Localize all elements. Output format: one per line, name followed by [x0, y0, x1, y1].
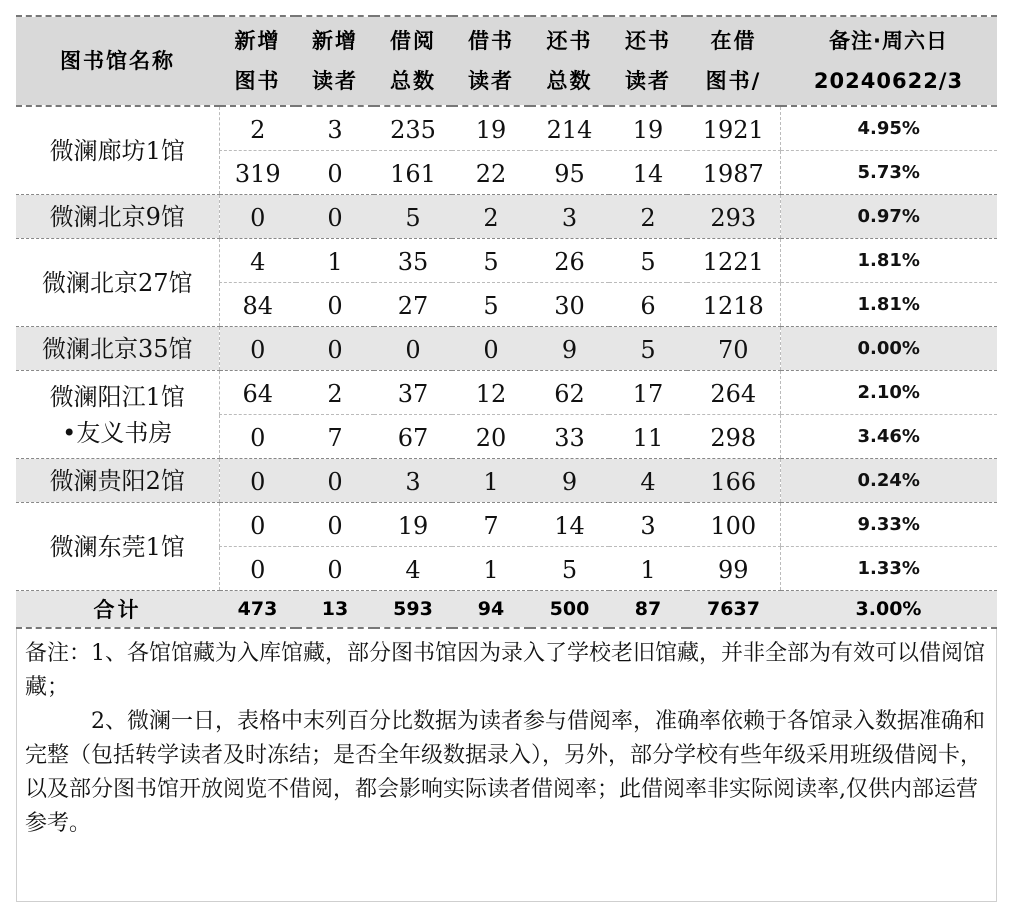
header-return-readers: 还书 读者: [609, 16, 687, 106]
cell-new-books: 319: [219, 151, 296, 195]
note-paragraph-2: 2、微澜一日，表格中末列百分比数据为读者参与借阅率，准确率依赖于各馆录入数据准确和完整（包括转学读者及时冻结；是否全年级数据录入），另外，部分学校有些年级采用班级借阅卡，以及部分图书馆开放阅览不借阅，都会影响实际读者借阅率；此借阅率非实际阅读率,仅供内部运营参考。: [25, 709, 986, 836]
cell-borrow-readers: 20: [452, 415, 530, 459]
cell-on-loan: 100: [687, 503, 780, 547]
cell-return-readers: 19: [609, 106, 687, 151]
cell-borrow-readers: 12: [452, 371, 530, 415]
library-stats-table: [16, 15, 997, 629]
cell-on-loan: 99: [687, 547, 780, 591]
cell-return-total: 214: [530, 106, 609, 151]
library-name: 微澜北京27馆: [41, 268, 193, 297]
cell-borrow-total: 27: [374, 283, 452, 327]
cell-return-total: 3: [530, 195, 609, 239]
library-name-cell: [16, 327, 219, 371]
cell-new-books: 0: [219, 327, 296, 371]
total-borrow-readers: 94: [452, 591, 530, 629]
cell-new-readers: 2: [296, 371, 374, 415]
cell-new-books: 0: [219, 547, 296, 591]
cell-new-readers: 0: [296, 503, 374, 547]
cell-rate: 0.00%: [780, 327, 997, 371]
notes-section: [16, 629, 997, 902]
cell-on-loan: 1218: [687, 283, 780, 327]
cell-borrow-total: 19: [374, 503, 452, 547]
report-container: [16, 15, 997, 902]
cell-return-total: 14: [530, 503, 609, 547]
cell-on-loan: 70: [687, 327, 780, 371]
cell-new-books: 0: [219, 459, 296, 503]
cell-rate: 0.97%: [780, 195, 997, 239]
cell-borrow-total: 4: [374, 547, 452, 591]
header-row: [16, 16, 997, 106]
cell-borrow-readers: 2: [452, 195, 530, 239]
total-borrow-total: 593: [374, 591, 452, 629]
table-row: [16, 195, 997, 239]
cell-on-loan: 1987: [687, 151, 780, 195]
cell-on-loan: 298: [687, 415, 780, 459]
library-name-cell: [16, 371, 219, 459]
cell-rate: 3.46%: [780, 415, 997, 459]
cell-new-readers: 0: [296, 547, 374, 591]
library-name: 微澜廊坊1馆: [49, 136, 185, 165]
cell-rate: 2.10%: [780, 371, 997, 415]
cell-return-total: 9: [530, 327, 609, 371]
cell-new-readers: 7: [296, 415, 374, 459]
cell-return-total: 9: [530, 459, 609, 503]
cell-rate: 5.73%: [780, 151, 997, 195]
cell-borrow-total: 5: [374, 195, 452, 239]
header-borrow-readers: 借书 读者: [452, 16, 530, 106]
header-on-loan: 在借 图书/: [687, 16, 780, 106]
cell-rate: 0.24%: [780, 459, 997, 503]
cell-new-books: 0: [219, 415, 296, 459]
cell-borrow-total: 0: [374, 327, 452, 371]
cell-return-readers: 6: [609, 283, 687, 327]
cell-borrow-readers: 1: [452, 547, 530, 591]
header-return-total: 还书 总数: [530, 16, 609, 106]
cell-borrow-readers: 5: [452, 283, 530, 327]
cell-rate: 1.81%: [780, 283, 997, 327]
cell-borrow-total: 67: [374, 415, 452, 459]
table-row: [16, 371, 997, 415]
cell-new-books: 4: [219, 239, 296, 283]
cell-new-readers: 0: [296, 459, 374, 503]
cell-borrow-total: 37: [374, 371, 452, 415]
library-name-cell: [16, 503, 219, 591]
cell-borrow-readers: 7: [452, 503, 530, 547]
total-rate: 3.00%: [780, 591, 997, 629]
cell-borrow-readers: 1: [452, 459, 530, 503]
cell-borrow-readers: 22: [452, 151, 530, 195]
cell-return-total: 33: [530, 415, 609, 459]
library-subname: •友义书房: [62, 418, 173, 447]
cell-new-readers: 0: [296, 283, 374, 327]
cell-new-readers: 0: [296, 327, 374, 371]
table-row: [16, 459, 997, 503]
cell-on-loan: 1921: [687, 106, 780, 151]
cell-new-readers: 1: [296, 239, 374, 283]
cell-return-total: 95: [530, 151, 609, 195]
cell-return-readers: 1: [609, 547, 687, 591]
library-name: 微澜东莞1馆: [49, 532, 185, 561]
library-name-cell: [16, 195, 219, 239]
cell-return-total: 26: [530, 239, 609, 283]
header-library-name: 图书馆名称: [16, 16, 219, 106]
cell-return-readers: 5: [609, 239, 687, 283]
cell-rate: 4.95%: [780, 106, 997, 151]
library-name: 微澜阳江1馆: [49, 382, 185, 411]
library-name: 微澜北京35馆: [41, 334, 193, 363]
cell-borrow-total: 235: [374, 106, 452, 151]
total-new-readers: 13: [296, 591, 374, 629]
table-row: [16, 327, 997, 371]
header-new-books: 新增 图书: [219, 16, 296, 106]
table-row: [16, 106, 997, 151]
cell-new-books: 0: [219, 195, 296, 239]
cell-borrow-total: 161: [374, 151, 452, 195]
table-body: [16, 106, 997, 628]
library-name-cell: [16, 239, 219, 327]
total-on-loan: 7637: [687, 591, 780, 629]
cell-new-readers: 0: [296, 151, 374, 195]
library-name: 微澜贵阳2馆: [49, 466, 185, 495]
cell-new-books: 0: [219, 503, 296, 547]
library-name-cell: [16, 106, 219, 195]
cell-borrow-readers: 19: [452, 106, 530, 151]
header-new-readers: 新增 读者: [296, 16, 374, 106]
total-return-total: 500: [530, 591, 609, 629]
total-row: [16, 591, 997, 629]
cell-return-total: 30: [530, 283, 609, 327]
header-remark-date: 备注·周六日 20240622/3: [780, 16, 997, 106]
cell-borrow-readers: 0: [452, 327, 530, 371]
cell-return-readers: 11: [609, 415, 687, 459]
header-borrow-total: 借阅 总数: [374, 16, 452, 106]
cell-new-books: 2: [219, 106, 296, 151]
total-return-readers: 87: [609, 591, 687, 629]
cell-on-loan: 293: [687, 195, 780, 239]
cell-new-books: 84: [219, 283, 296, 327]
cell-borrow-total: 3: [374, 459, 452, 503]
cell-on-loan: 166: [687, 459, 780, 503]
cell-return-readers: 3: [609, 503, 687, 547]
library-name: 微澜北京9馆: [49, 202, 185, 231]
cell-borrow-total: 35: [374, 239, 452, 283]
note-paragraph-1: 备注：1、各馆馆藏为入库馆藏，部分图书馆因为录入了学校老旧馆藏，并非全部为有效可以借阅馆藏；: [25, 641, 986, 700]
library-name-cell: [16, 459, 219, 503]
cell-rate: 9.33%: [780, 503, 997, 547]
cell-return-readers: 4: [609, 459, 687, 503]
table-row: [16, 503, 997, 547]
cell-return-readers: 5: [609, 327, 687, 371]
cell-rate: 1.33%: [780, 547, 997, 591]
cell-return-total: 5: [530, 547, 609, 591]
cell-on-loan: 264: [687, 371, 780, 415]
cell-new-books: 64: [219, 371, 296, 415]
table-row: [16, 239, 997, 283]
cell-rate: 1.81%: [780, 239, 997, 283]
cell-return-readers: 14: [609, 151, 687, 195]
cell-borrow-readers: 5: [452, 239, 530, 283]
total-label: 合计: [16, 591, 219, 629]
total-new-books: 473: [219, 591, 296, 629]
cell-new-readers: 3: [296, 106, 374, 151]
cell-on-loan: 1221: [687, 239, 780, 283]
cell-return-readers: 2: [609, 195, 687, 239]
cell-return-total: 62: [530, 371, 609, 415]
cell-new-readers: 0: [296, 195, 374, 239]
cell-return-readers: 17: [609, 371, 687, 415]
